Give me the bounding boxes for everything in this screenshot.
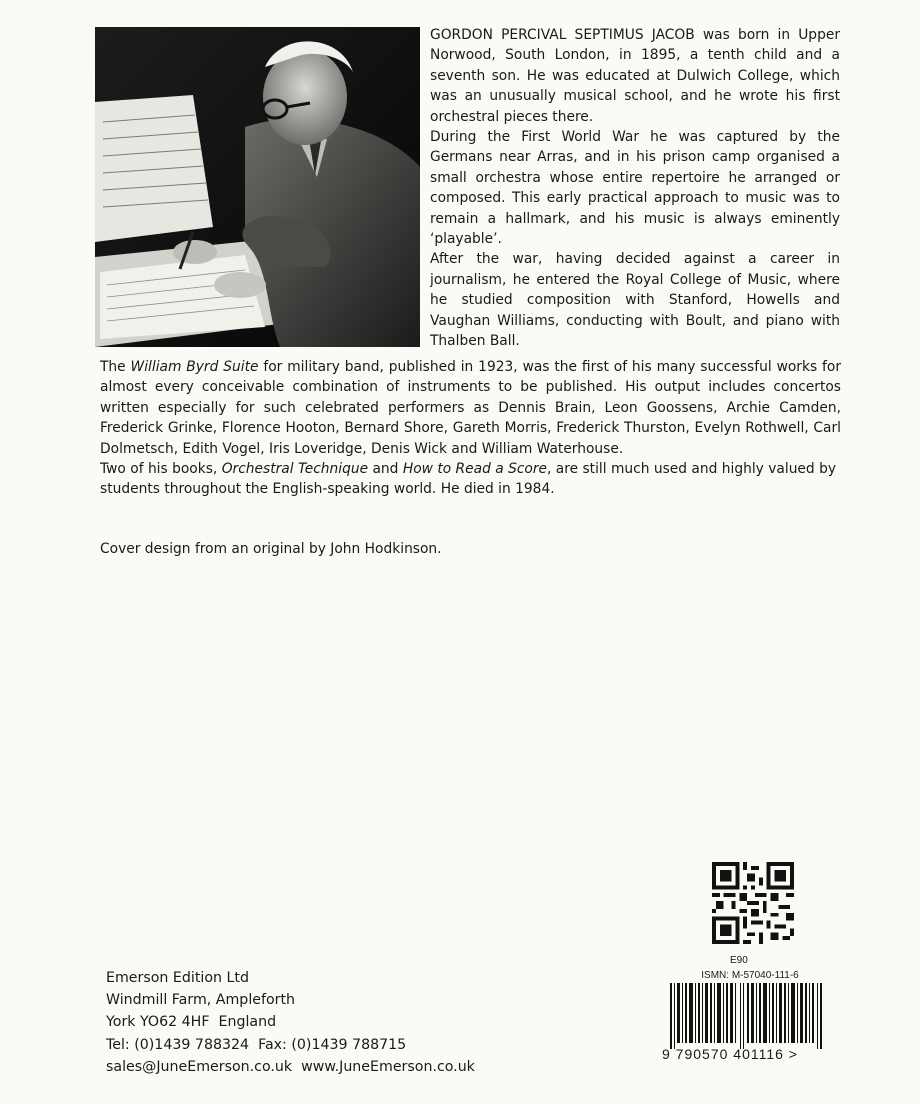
bio-paragraph-3: After the war, having decided against a career in journalism, he entered the Royal College of Music, where he studied composition with Stanford, Howells and Vaughan Williams, conducting with Boult, and piano with Thalben Ball. — [430, 251, 840, 350]
work-title: William Byrd Suite — [130, 359, 259, 375]
book-title-1: Orchestral Technique — [221, 461, 369, 478]
email-website: sales@JuneEmerson.co.uk www.JuneEmerson.co.uk — [106, 1058, 475, 1075]
bio-paragraph-2: During the First World War he was captured by the Germans near Arras, and in his prison camp organised a small orchestra whose entire repertoire he arranged or composed. This early practical approach to music was to remain a hallmark, and his music is always eminently ‘playable’. — [430, 129, 840, 248]
biography-column — [430, 25, 840, 352]
ismn-number: ISMN: M-57040-111-6 — [701, 970, 799, 981]
book-title-2: How to Read a Score — [402, 461, 548, 478]
composer-photo — [95, 27, 420, 347]
cover-credit: Cover design from an original by John Hodkinson. — [100, 541, 442, 557]
address-line-1: Windmill Farm, Ampleforth — [106, 992, 296, 1009]
publisher-address — [106, 967, 475, 1078]
bio-paragraph-1: GORDON PERCIVAL SEPTIMUS JACOB was born in Upper Norwood, South London, in 1895, a tenth child and a seventh son. He was educated at Dulwich College, which was an unusually musical school, and he wrote his first orchestral pieces there. — [430, 27, 840, 125]
qr-code — [712, 862, 794, 944]
address-line-2: York YO62 4HF England — [106, 1014, 277, 1031]
works-paragraph: The William Byrd Suite for military band, published in 1923, was the first of his many successful works for almost every conceivable combination of instruments to be published. His output includes concertos written especially for such celebrated performers as Dennis Brain, Leon Goossens, Archie Camden, Frederick Grinke, Florence Hooton, Bernard Shore, Gareth Morris, Frederick Thurston, Evelyn Rothwell, Carl Dolmetsch, Edith Vogel, Iris Loveridge, Denis Wick and William Waterhouse. — [100, 359, 841, 457]
phone-fax: Tel: (0)1439 788324 Fax: (0)1439 788715 — [106, 1036, 407, 1053]
books-paragraph: Two of his books, Orchestral Technique and How to Read a Score, are still much used and highly valued by students throughout the English-speaking world. He died in 1984. — [100, 461, 836, 498]
publisher-name: Emerson Edition Ltd — [106, 970, 249, 986]
catalogue-code: E90 — [730, 955, 748, 966]
main-text — [100, 357, 841, 500]
barcode — [670, 983, 825, 1049]
barcode-digits: 9 790570 401116 > — [662, 1046, 798, 1062]
